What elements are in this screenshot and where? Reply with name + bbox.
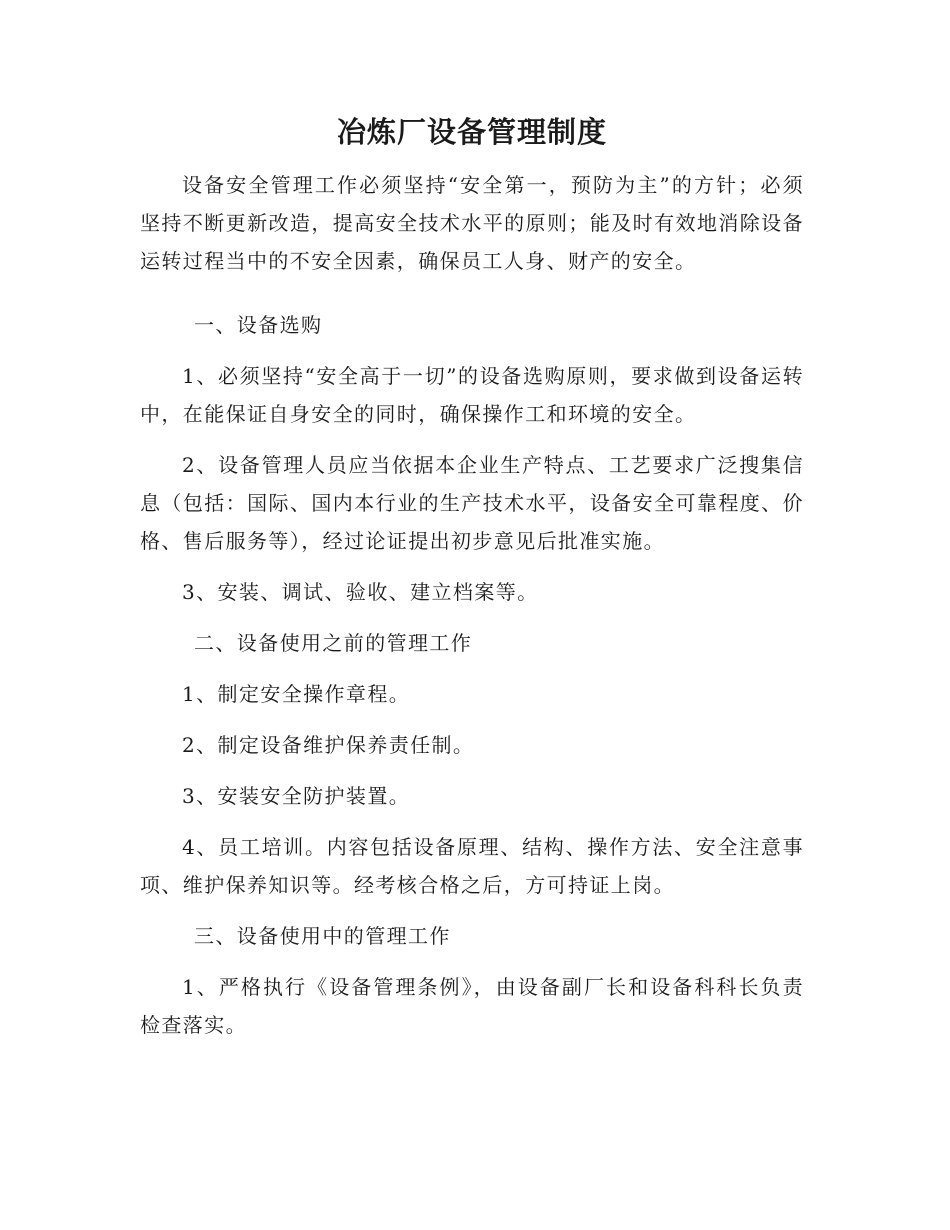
list-item: 3、安装、调试、验收、建立档案等。 [182,580,539,604]
document-title: 冶炼厂设备管理制度 [336,115,607,149]
section-in-use-management [140,917,804,1044]
list-item: 4、员工培训。内容包括设备原理、结构、操作方法、安全注意事项、维护保养知识等。经考核合格之后，方可持证上岗。 [140,835,804,897]
document-page [140,108,804,1057]
list-item: 3、安装安全防护装置。 [182,784,411,808]
intro-paragraph: 设备安全管理工作必须坚持“安全第一，预防为主”的方针；必须坚持不断更新改造，提高安全技术水平的原则；能及时有效地消除设备运转过程当中的不安全因素，确保员工人身、财产的安全。 [140,173,804,273]
section-heading: 三、设备使用中的管理工作 [194,924,451,948]
list-item: 1、制定安全操作章程。 [182,682,411,706]
list-item: 1、必须坚持“安全高于一切”的设备选购原则，要求做到设备运转中，在能保证自身安全的同时，确保操作工和环境的安全。 [140,364,804,426]
section-equipment-purchase [140,306,804,611]
section-heading: 一、设备选购 [194,313,323,337]
section-heading: 二、设备使用之前的管理工作 [194,631,473,655]
list-item: 1、严格执行《设备管理条例》，由设备副厂长和设备科科长负责检查落实。 [140,975,804,1037]
section-pre-use-management [140,624,804,904]
list-item: 2、制定设备维护保养责任制。 [182,733,475,757]
list-item: 2、设备管理人员应当依据本企业生产特点、工艺要求广泛搜集信息（包括：国际、国内本行业的生产技术水平，设备安全可靠程度、价格、售后服务等），经过论证提出初步意见后批准实施。 [140,453,804,553]
